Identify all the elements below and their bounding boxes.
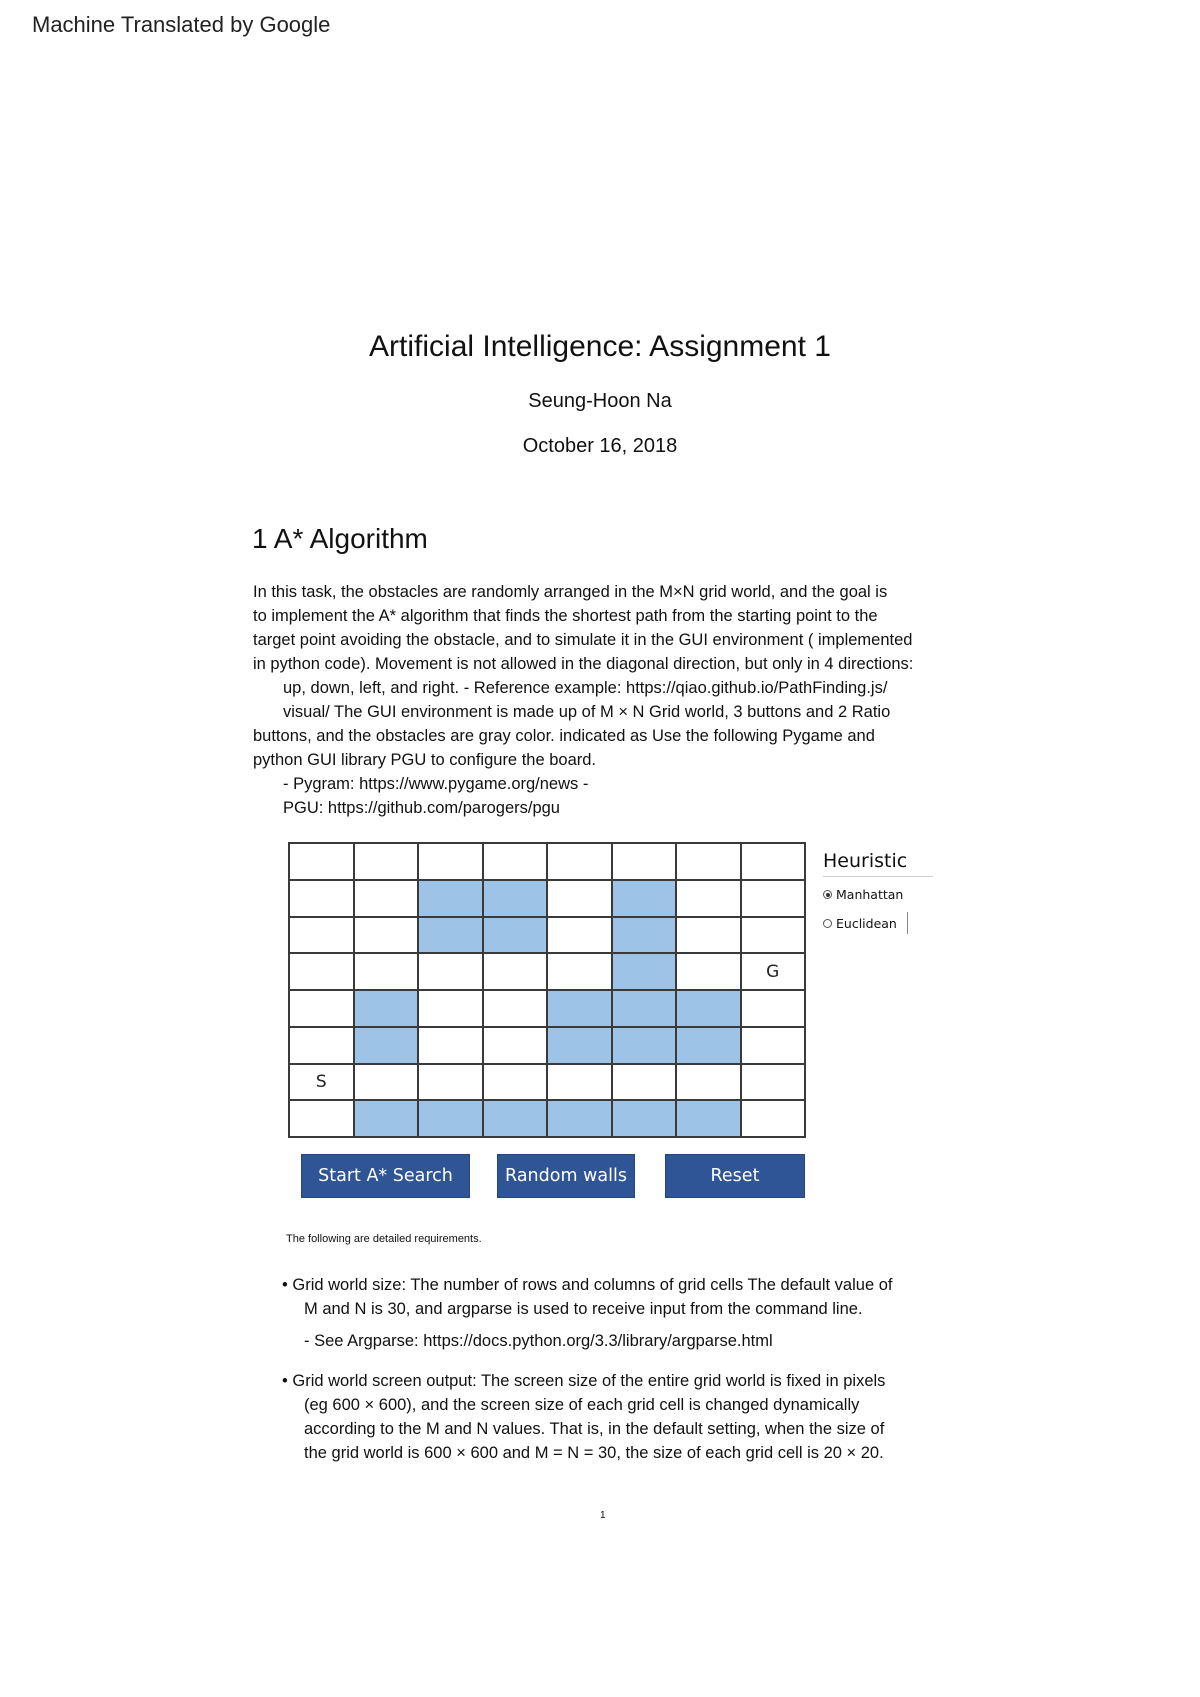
grid-cell[interactable] [418, 990, 483, 1027]
heuristic-title: Heuristic [823, 850, 933, 877]
page-number: 1 [600, 1510, 606, 1521]
grid-cell[interactable] [676, 953, 741, 990]
radio-label: Manhattan [836, 887, 904, 902]
radio-selected-icon[interactable] [823, 890, 832, 899]
wall-cell[interactable] [483, 1100, 548, 1137]
astar-gui-figure [288, 842, 948, 1202]
body-line: python GUI library PGU to configure the board. [253, 751, 597, 769]
wall-cell[interactable] [612, 880, 677, 917]
grid-cell[interactable] [483, 1027, 548, 1064]
wall-cell[interactable] [676, 1027, 741, 1064]
requirements-list [282, 1273, 982, 1473]
requirement-item [282, 1273, 982, 1321]
grid-cell[interactable] [483, 843, 548, 880]
body-line: buttons, and the obstacles are gray color. indicated as Use the following Pygame and [253, 727, 875, 745]
body-line: - Pygram: https://www.pygame.org/news - [283, 775, 589, 793]
requirement-line: • Grid world screen output: The screen size of the entire grid world is fixed in pixels [282, 1372, 886, 1390]
wall-cell[interactable] [418, 1100, 483, 1137]
document-author: Seung-Hoon Na [528, 390, 672, 412]
grid-cell[interactable] [612, 843, 677, 880]
grid-cell[interactable] [612, 1064, 677, 1101]
wall-cell[interactable] [612, 917, 677, 954]
grid-world[interactable] [288, 842, 806, 1138]
grid-cell[interactable] [676, 843, 741, 880]
grid-cell[interactable] [418, 843, 483, 880]
grid-cell[interactable] [547, 843, 612, 880]
grid-cell[interactable] [741, 917, 806, 954]
grid-cell[interactable] [289, 990, 354, 1027]
grid-cell[interactable] [741, 880, 806, 917]
body-line: visual/ The GUI environment is made up of M × N Grid world, 3 buttons and 2 Ratio [283, 703, 891, 721]
grid-cell[interactable] [741, 1100, 806, 1137]
requirement-subitem: - See Argparse: https://docs.python.org/3.3/library/argparse.html [304, 1332, 773, 1350]
start-search-button[interactable]: Start A* Search [301, 1154, 470, 1198]
title-block [0, 330, 1200, 458]
requirement-line: M and N is 30, and argparse is used to receive input from the command line. [304, 1300, 863, 1318]
radio-manhattan[interactable] [823, 887, 933, 902]
wall-cell[interactable] [483, 880, 548, 917]
wall-cell[interactable] [547, 990, 612, 1027]
grid-cell[interactable] [547, 953, 612, 990]
wall-cell[interactable] [676, 990, 741, 1027]
document-title: Artificial Intelligence: Assignment 1 [369, 330, 831, 363]
radio-label: Euclidean [836, 915, 897, 931]
grid-cell[interactable] [676, 1064, 741, 1101]
body-line: up, down, left, and right. - Reference example: https://qiao.github.io/PathFinding.js/ [283, 679, 888, 697]
grid-cell[interactable] [741, 843, 806, 880]
requirement-line: the grid world is 600 × 600 and M = N = 30, the size of each grid cell is 20 × 20. [304, 1444, 884, 1462]
translation-banner: Machine Translated by Google [32, 12, 331, 37]
wall-cell[interactable] [612, 1027, 677, 1064]
grid-cell[interactable] [418, 1027, 483, 1064]
radio-euclidean[interactable] [823, 912, 933, 934]
wall-cell[interactable] [612, 1100, 677, 1137]
section-body [253, 580, 973, 820]
grid-cell[interactable] [289, 953, 354, 990]
grid-cell[interactable] [741, 990, 806, 1027]
wall-cell[interactable] [354, 1027, 419, 1064]
body-line: in python code). Movement is not allowed in the diagonal direction, but only in 4 directions: [253, 655, 914, 673]
grid-cell[interactable] [676, 917, 741, 954]
divider [907, 912, 908, 934]
start-cell[interactable]: S [289, 1064, 354, 1101]
radio-unselected-icon[interactable] [823, 919, 832, 928]
grid-cell[interactable] [483, 1064, 548, 1101]
body-line: to implement the A* algorithm that finds the shortest path from the starting point to the [253, 607, 878, 625]
grid-cell[interactable] [354, 953, 419, 990]
grid-cell[interactable] [354, 843, 419, 880]
grid-cell[interactable] [354, 917, 419, 954]
grid-cell[interactable] [418, 1064, 483, 1101]
wall-cell[interactable] [676, 1100, 741, 1137]
body-line: target point avoiding the obstacle, and to simulate it in the GUI environment ( implemented [253, 631, 913, 649]
section-heading: 1 A* Algorithm [252, 523, 428, 554]
grid-cell[interactable] [354, 1064, 419, 1101]
wall-cell[interactable] [547, 1027, 612, 1064]
body-line: In this task, the obstacles are randomly arranged in the M×N grid world, and the goal is [253, 583, 888, 601]
wall-cell[interactable] [418, 917, 483, 954]
grid-cell[interactable] [354, 880, 419, 917]
grid-cell[interactable] [289, 1100, 354, 1137]
grid-cell[interactable] [741, 1027, 806, 1064]
grid-cell[interactable] [547, 917, 612, 954]
grid-cell[interactable] [483, 953, 548, 990]
grid-cell[interactable] [418, 953, 483, 990]
requirement-line: (eg 600 × 600), and the screen size of each grid cell is changed dynamically [304, 1396, 860, 1414]
grid-cell[interactable] [289, 1027, 354, 1064]
wall-cell[interactable] [612, 990, 677, 1027]
figure-caption: The following are detailed requirements. [286, 1233, 482, 1245]
grid-cell[interactable] [741, 1064, 806, 1101]
wall-cell[interactable] [418, 880, 483, 917]
body-line: PGU: https://github.com/parogers/pgu [283, 799, 560, 817]
grid-cell[interactable] [547, 880, 612, 917]
grid-cell[interactable] [547, 1064, 612, 1101]
wall-cell[interactable] [612, 953, 677, 990]
grid-cell[interactable] [289, 880, 354, 917]
requirement-line: according to the M and N values. That is, in the default setting, when the size of [304, 1420, 885, 1438]
requirement-item [282, 1369, 982, 1465]
grid-cell[interactable] [289, 843, 354, 880]
grid-cell[interactable] [483, 990, 548, 1027]
wall-cell[interactable] [354, 990, 419, 1027]
random-walls-button[interactable]: Random walls [497, 1154, 635, 1198]
document-date: October 16, 2018 [522, 435, 678, 457]
wall-cell[interactable] [547, 1100, 612, 1137]
wall-cell[interactable] [354, 1100, 419, 1137]
requirement-line: • Grid world size: The number of rows and columns of grid cells The default value of [282, 1276, 893, 1294]
grid-cell[interactable] [676, 880, 741, 917]
heuristic-panel [823, 850, 933, 934]
goal-cell[interactable]: G [741, 953, 806, 990]
grid-cell[interactable] [289, 917, 354, 954]
wall-cell[interactable] [483, 917, 548, 954]
reset-button[interactable]: Reset [665, 1154, 805, 1198]
